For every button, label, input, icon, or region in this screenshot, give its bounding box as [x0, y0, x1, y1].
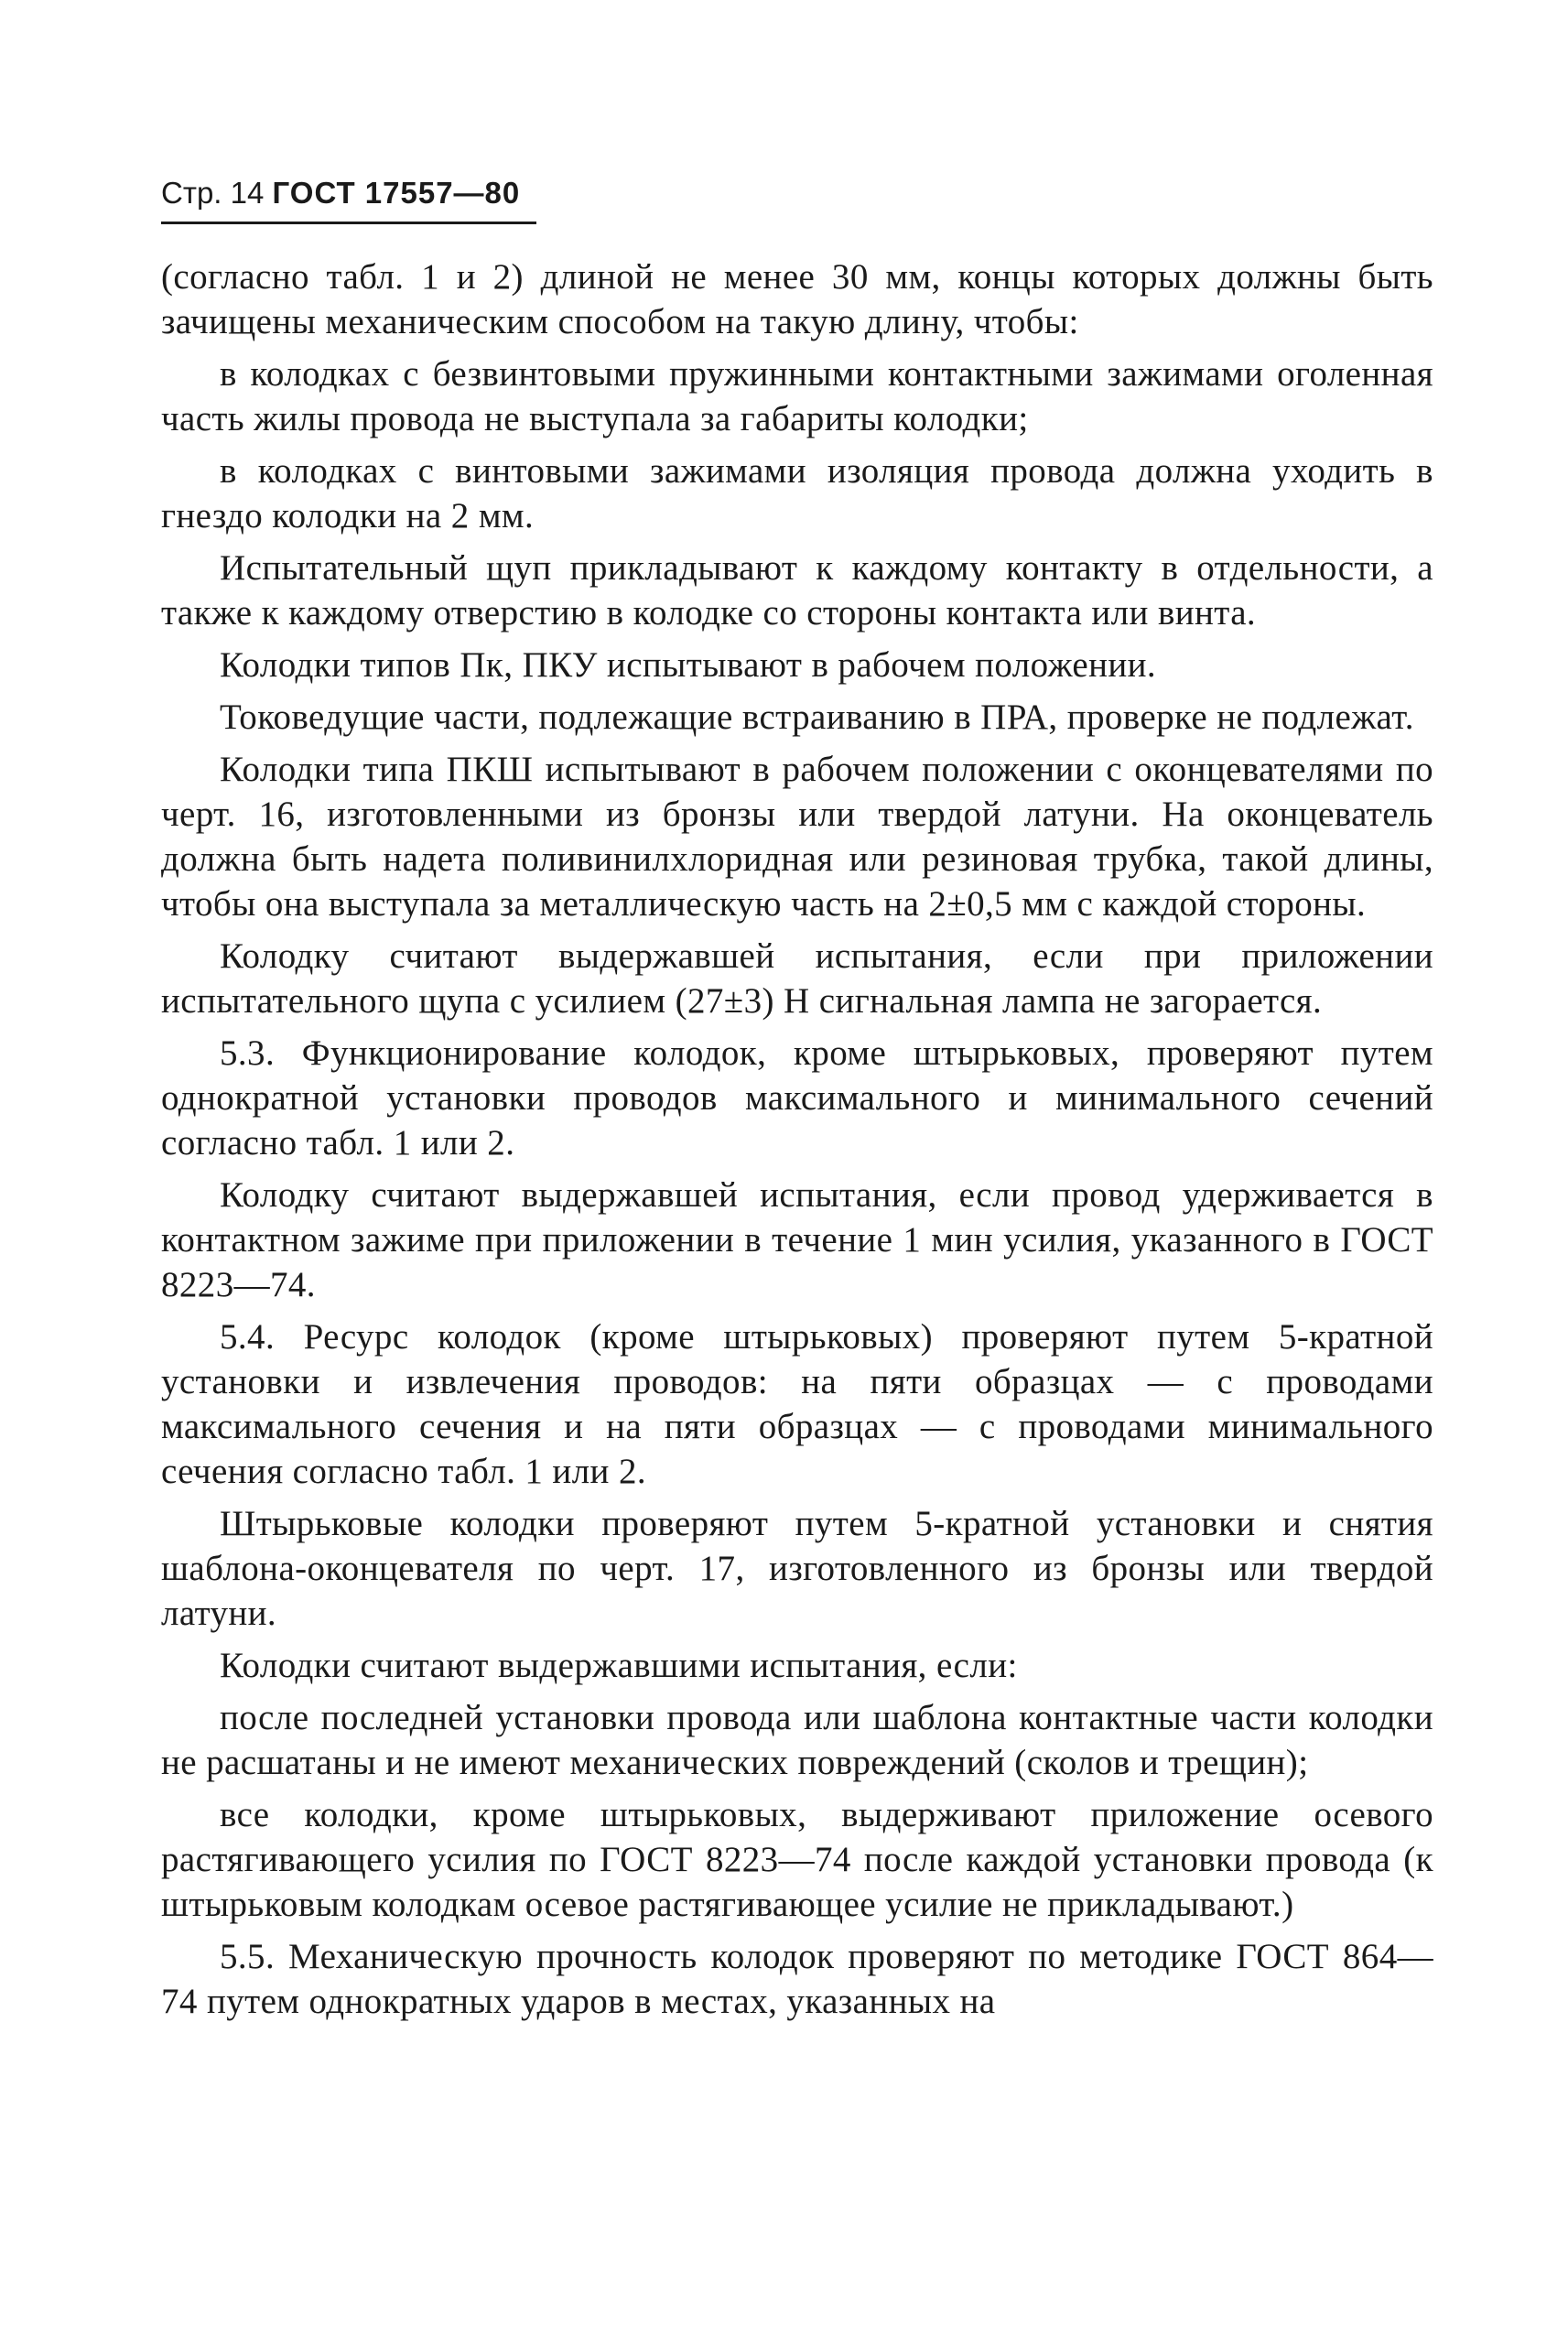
paragraph: все колодки, кроме штырьковых, выдерживают приложение осевого растягивающего усилия по ГОСТ 8223—74 после каждой установки провода (к штырьковым колодкам осевое растягивающее усилие не прикладывают.) — [161, 1795, 1433, 1924]
header-rule — [161, 222, 536, 224]
section-5-5: 5.5. Механическую прочность колодок проверяют по методике ГОСТ 864—74 путем однократных ударов в местах, указанных на — [161, 1937, 1433, 2021]
paragraph: Колодки типа ПКШ испытывают в рабочем положении с оконцевателями по черт. 16, изготовленными из бронзы или твердой латуни. На оконцеватель должна быть надета поливинилхлоридная или резиновая трубка, такой длины, чтобы она выступала за металлическую часть на 2±0,5 мм с каждой стороны. — [161, 750, 1433, 924]
paragraph: Колодку считают выдержавшей испытания, если провод удерживается в контактном зажиме при приложении в течение 1 мин усилия, указанного в ГОСТ 8223—74. — [161, 1175, 1433, 1304]
paragraph: Испытательный щуп прикладывают к каждому контакту в отдельности, а также к каждому отверстию в колодке со стороны контакта или винта. — [161, 548, 1433, 633]
document-page — [161, 0, 1433, 2325]
paragraph: в колодках с безвинтовыми пружинными контактными зажимами оголенная часть жилы провода не выступала за габариты колодки; — [161, 354, 1433, 438]
paragraph: (согласно табл. 1 и 2) длиной не менее 30 мм, концы которых должны быть зачищены механическим способом на такую длину, чтобы: — [161, 257, 1433, 341]
paragraph: Токоведущие части, подлежащие встраиванию в ПРА, проверке не подлежат. — [220, 698, 1414, 737]
paragraph: Колодку считают выдержавшей испытания, если при приложении испытательного щупа с усилием (27±3) Н сигнальная лампа не загорается. — [161, 936, 1433, 1021]
page-header — [161, 174, 527, 212]
paragraph: в колодках с винтовыми зажимами изоляция провода должна уходить в гнездо колодки на 2 мм. — [161, 451, 1433, 535]
body-text — [161, 254, 1433, 2031]
section-5-3: 5.3. Функционирование колодок, кроме штырьковых, проверяют путем однократной установки проводов максимального и минимального сечений согласно табл. 1 или 2. — [161, 1033, 1433, 1162]
section-5-4: 5.4. Ресурс колодок (кроме штырьковых) проверяют путем 5-кратной установки и извлечения проводов: на пяти образцах — с проводами максимального сечения и на пяти образцах — с проводами минимального сечения согласно табл. 1 или 2. — [161, 1317, 1433, 1491]
paragraph: после последней установки провода или шаблона контактные части колодки не расшатаны и не имеют механических повреждений (сколов и трещин); — [161, 1698, 1433, 1782]
page-number: Стр. 14 — [161, 176, 265, 210]
paragraph: Штырьковые колодки проверяют путем 5-кратной установки и снятия шаблона-оконцевателя по черт. 17, изготовленного из бронзы или твердой латуни. — [161, 1504, 1433, 1633]
standard-code: ГОСТ 17557—80 — [272, 176, 521, 210]
paragraph: Колодки типов Пк, ПКУ испытывают в рабочем положении. — [220, 645, 1157, 685]
paragraph: Колодки считают выдержавшими испытания, если: — [220, 1646, 1018, 1685]
